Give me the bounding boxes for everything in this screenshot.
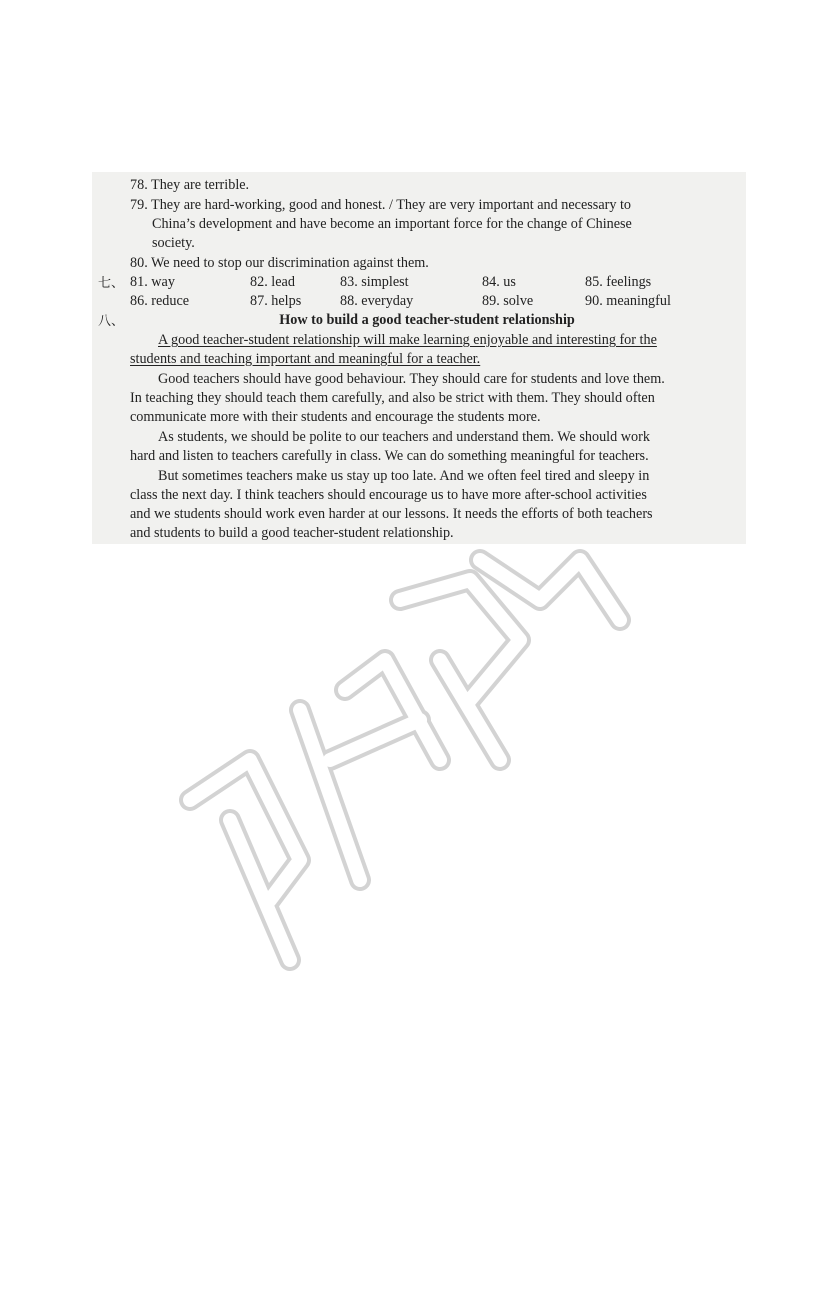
essay-para1-line1: A good teacher-student relationship will make learning enjoyable and interesting for the	[158, 332, 657, 348]
section-marker-eight: 八、	[98, 314, 125, 329]
answer-79-line3: society.	[152, 235, 195, 251]
essay-para3-line2: hard and listen to teachers carefully in class. We can do something meaningful for teachers.	[130, 448, 649, 464]
answer-80: 80. We need to stop our discrimination against them.	[130, 255, 429, 271]
essay-para1-line2: students and teaching important and meaningful for a teacher.	[130, 351, 481, 367]
essay-title: How to build a good teacher-student relationship	[279, 312, 575, 328]
essay-para2-line2: In teaching they should teach them carefully, and also be strict with them. They should often	[130, 390, 655, 406]
answer-79: 79. They are hard-working, good and honest. / They are very important and necessary to	[130, 197, 632, 213]
answer-78: 78. They are terrible.	[130, 177, 250, 193]
section-marker-seven: 七、	[98, 276, 125, 291]
essay-para4-line2: class the next day. I think teachers should encourage us to have more after-school activities	[130, 487, 647, 503]
essay-para4-line4: and students to build a good teacher-student relationship.	[130, 525, 454, 541]
essay-para2-line1: Good teachers should have good behaviour. They should care for students and love them.	[158, 371, 665, 387]
essay-para4-line3: and we students should work even harder at our lessons. It needs the efforts of both teachers	[130, 506, 653, 522]
essay-para3-line1: As students, we should be polite to our teachers and understand them. We should work	[158, 429, 650, 445]
essay-para2-line3: communicate more with their students and encourage the students more.	[130, 409, 541, 425]
answer-79-line2: China’s development and have become an important force for the change of Chinese	[152, 216, 632, 232]
essay-para4-line1: But sometimes teachers make us stay up too late. And we often feel tired and sleepy in	[158, 468, 650, 484]
